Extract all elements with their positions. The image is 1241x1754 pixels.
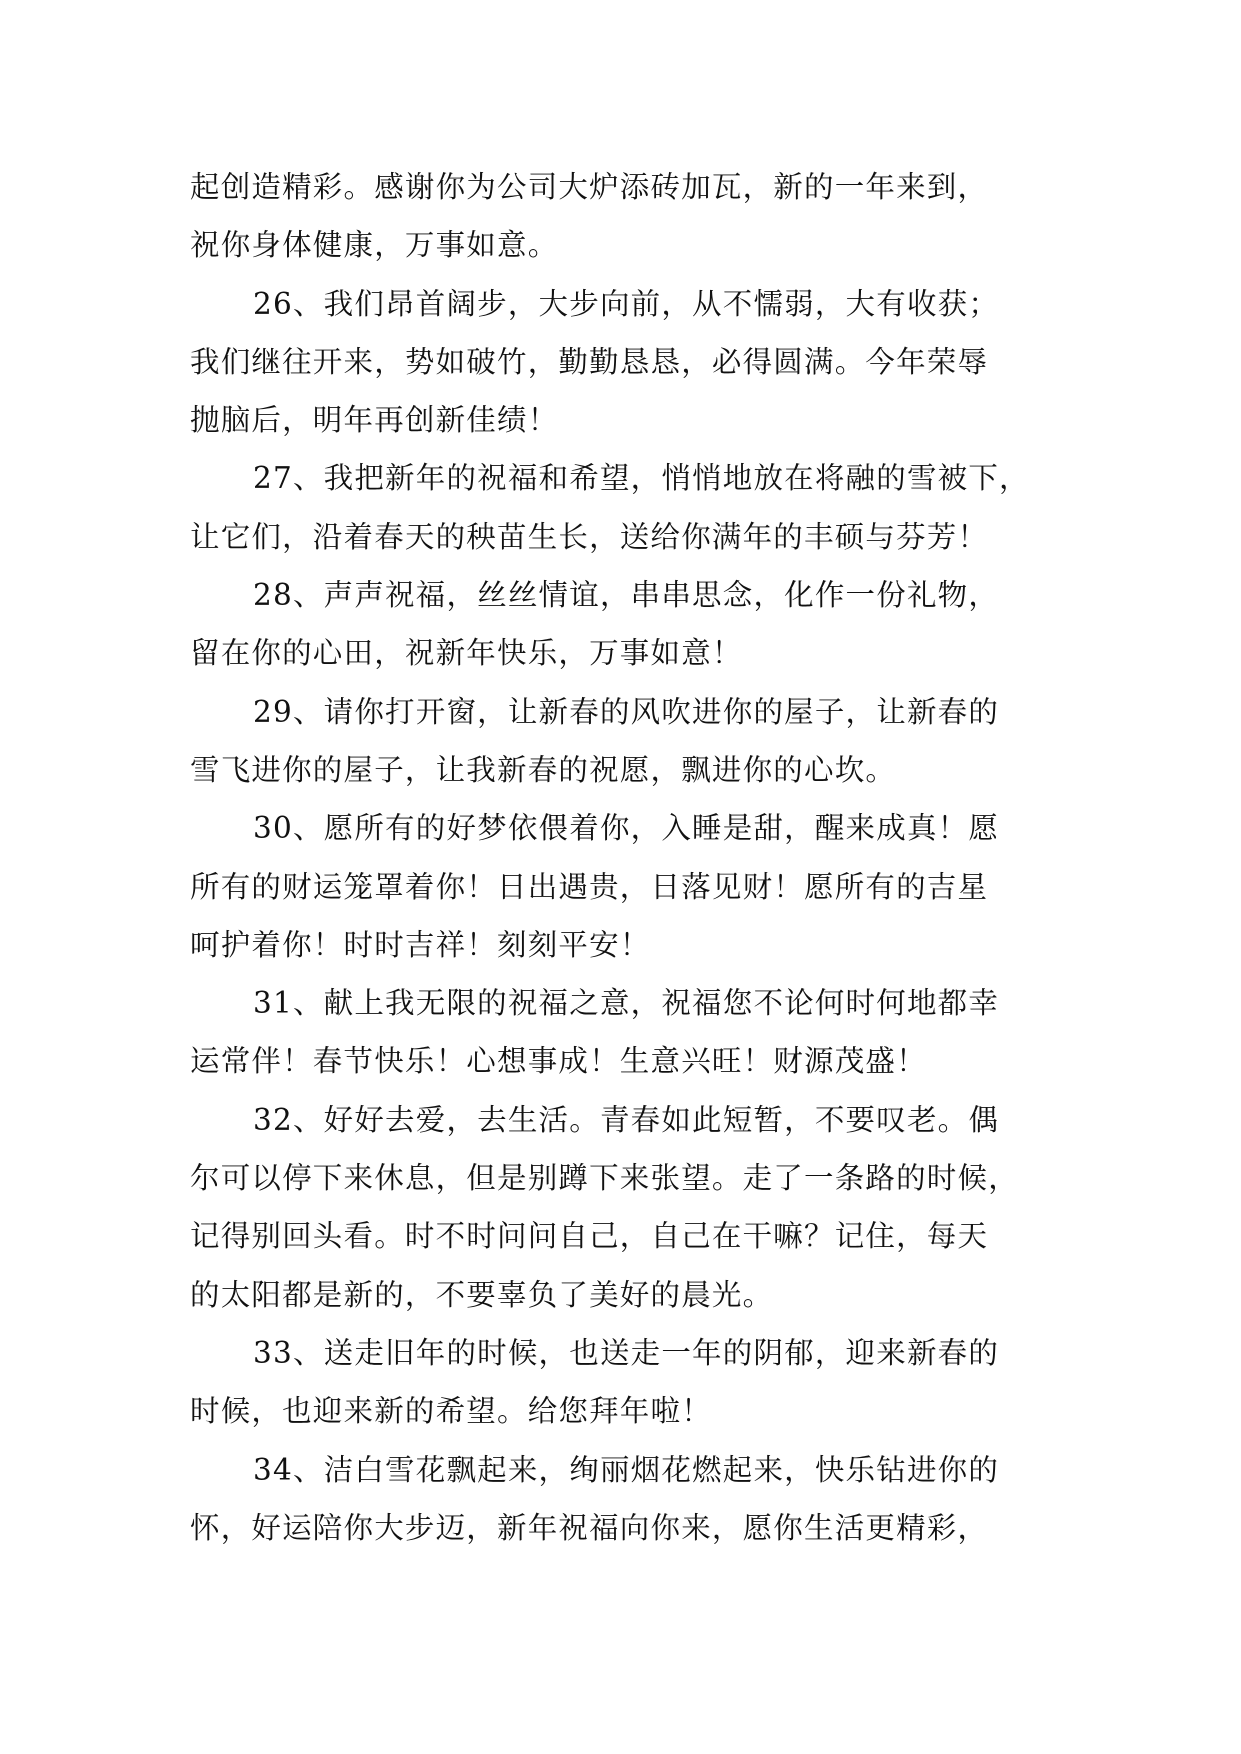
paragraph-31 <box>190 974 1070 1091</box>
text-line: 运常伴！春节快乐！心想事成！生意兴旺！财源茂盛！ <box>190 1044 927 1079</box>
paragraph-29 <box>190 683 1070 800</box>
paragraph-34 <box>190 1441 1070 1558</box>
text-line: 我们继往开来，势如破竹，勤勤恳恳，必得圆满。今年荣辱 <box>190 344 989 379</box>
text-line: 雪飞进你的屋子，让我新春的祝愿，飘进你的心坎。 <box>190 752 897 787</box>
text-line: 的太阳都是新的，不要辜负了美好的晨光。 <box>190 1277 774 1312</box>
text-line: 30、愿所有的好梦依偎着你，入睡是甜，醒来成真！愿 <box>253 811 1000 846</box>
paragraph-33 <box>190 1324 1070 1441</box>
paragraph-27 <box>190 449 1070 566</box>
text-line: 时候，也迎来新的希望。给您拜年啦！ <box>190 1394 712 1429</box>
text-line: 31、献上我无限的祝福之意，祝福您不论何时何地都幸 <box>253 986 1000 1021</box>
text-line: 抛脑后，明年再创新佳绩！ <box>190 403 559 438</box>
paragraph-32 <box>190 1091 1070 1324</box>
text-line: 26、我们昂首阔步，大步向前，从不懦弱，大有收获； <box>253 286 1000 321</box>
text-line: 所有的财运笼罩着你！日出遇贵，日落见财！愿所有的吉星 <box>190 869 989 904</box>
text-line: 怀，好运陪你大步迈，新年祝福向你来，愿你生活更精彩， <box>190 1510 989 1545</box>
text-line: 让它们，沿着春天的秧苗生长，送给你满年的丰硕与芬芳！ <box>190 519 989 554</box>
paragraph-26 <box>190 275 1070 450</box>
text-line: 34、洁白雪花飘起来，绚丽烟花燃起来，快乐钻进你的 <box>253 1452 1000 1487</box>
text-line: 起创造精彩。感谢你为公司大炉添砖加瓦，新的一年来到， <box>190 170 989 204</box>
text-line: 27、我把新年的祝福和希望，悄悄地放在将融的雪被下， <box>253 461 1030 496</box>
text-line: 29、请你打开窗，让新春的风吹进你的屋子，让新春的 <box>253 694 1000 729</box>
paragraph-continuation <box>190 158 1070 275</box>
text-line: 28、声声祝福，丝丝情谊，串串思念，化作一份礼物， <box>253 578 1000 613</box>
text-line: 32、好好去爱，去生活。青春如此短暂，不要叹老。偶 <box>253 1102 1000 1137</box>
text-line: 尔可以停下来休息，但是别蹲下来张望。走了一条路的时候， <box>190 1161 1019 1196</box>
text-line: 记得别回头看。时不时问问自己，自己在干嘛？记住，每天 <box>190 1219 989 1254</box>
text-line: 留在你的心田，祝新年快乐，万事如意！ <box>190 636 743 671</box>
paragraph-28 <box>190 566 1070 683</box>
document-body <box>190 158 1070 1557</box>
text-line: 祝你身体健康，万事如意。 <box>190 228 559 263</box>
paragraph-30 <box>190 799 1070 974</box>
text-line: 33、送走旧年的时候，也送走一年的阴郁，迎来新春的 <box>253 1335 1000 1370</box>
text-line: 呵护着你！时时吉祥！刻刻平安！ <box>190 927 651 962</box>
